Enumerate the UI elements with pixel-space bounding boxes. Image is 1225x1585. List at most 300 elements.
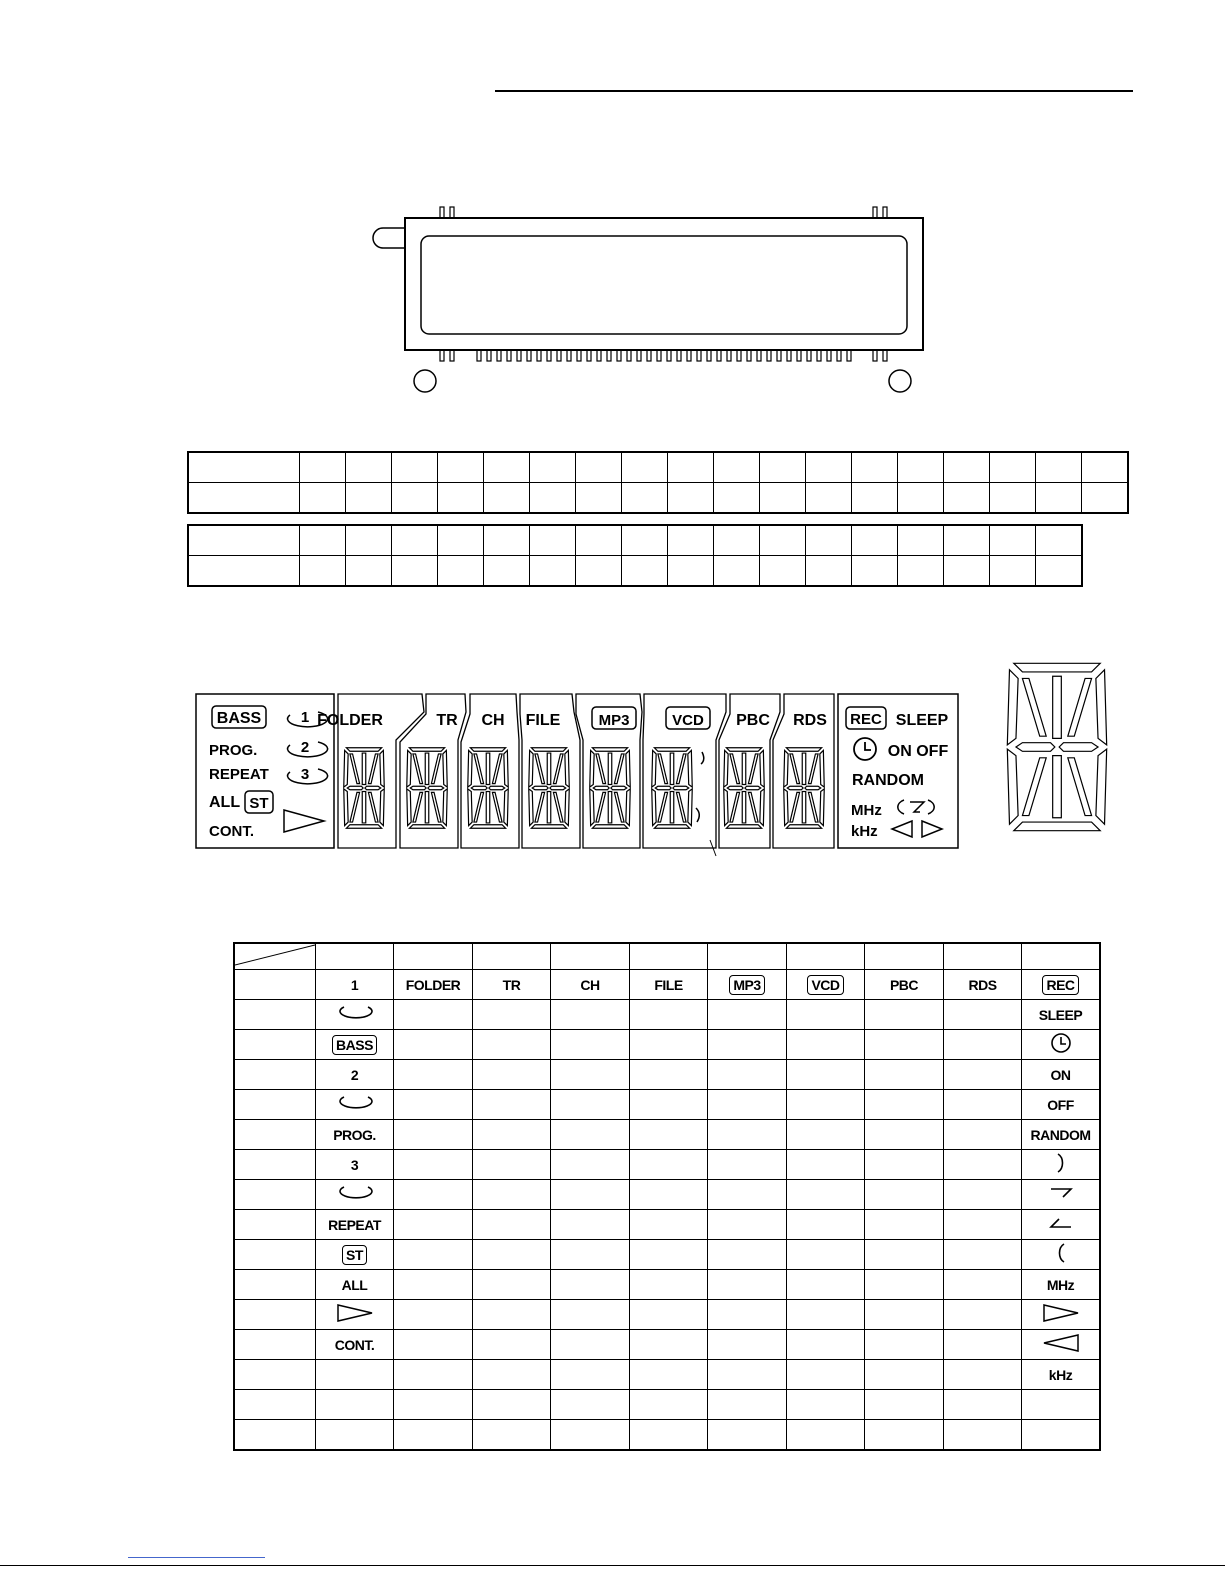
segment-cell	[944, 1330, 1022, 1360]
digit-segment	[1014, 663, 1100, 672]
clock-icon	[1050, 1032, 1072, 1054]
lcd-pin	[787, 350, 791, 361]
pin-cell	[622, 556, 668, 587]
digit-segment	[344, 750, 348, 787]
lcd-pin	[617, 350, 621, 361]
lcd-rds-label: RDS	[793, 712, 827, 729]
row-header-cell	[234, 1000, 316, 1030]
footer-link-underline	[128, 1557, 265, 1558]
pin-cell	[346, 556, 392, 587]
segment-cell	[316, 1270, 394, 1300]
pin-cell	[530, 452, 576, 483]
digit-segment	[592, 825, 627, 829]
pin-cell	[530, 483, 576, 514]
lcd-pin	[757, 350, 761, 361]
pin-cell	[852, 483, 898, 514]
circle-3-icon	[288, 766, 328, 784]
triangle-right-icon	[1041, 1303, 1081, 1323]
pin-cell	[990, 483, 1036, 514]
segment-cell	[473, 1390, 551, 1420]
segment-cell	[865, 1360, 944, 1390]
segment-cell	[630, 1120, 708, 1150]
segment-cell	[394, 1030, 473, 1060]
digit-segment	[592, 748, 627, 752]
lcd-pin	[607, 350, 611, 361]
lcd-pin	[507, 350, 511, 361]
segment-cell	[473, 1240, 551, 1270]
digit-segment	[471, 786, 487, 790]
digit-segment	[1053, 676, 1062, 738]
lcd-pin	[707, 350, 711, 361]
lcd-pin	[527, 350, 531, 361]
pin-row-header	[188, 452, 300, 483]
segment-cell	[708, 1120, 787, 1150]
digit-segment	[362, 792, 366, 823]
pin-table-2	[187, 524, 1083, 587]
lcd-all-label: ALL	[209, 794, 241, 811]
segment-cell	[394, 1240, 473, 1270]
segment-cell	[787, 1000, 865, 1030]
segment-cell	[708, 1030, 787, 1060]
pin-row-header	[188, 483, 300, 514]
segment-cell	[630, 1030, 708, 1060]
segment-cell	[1022, 1180, 1101, 1210]
row-header-cell	[234, 1180, 316, 1210]
digit-segment	[802, 753, 806, 784]
row-header-cell	[234, 1360, 316, 1390]
circle-2-icon	[288, 739, 328, 757]
segment-cell	[865, 1000, 944, 1030]
segment-cell	[551, 1390, 630, 1420]
segment-cell	[944, 1240, 1022, 1270]
lcd-pbc-label: PBC	[736, 712, 770, 729]
segment-cell	[394, 1060, 473, 1090]
segment-cell	[865, 1180, 944, 1210]
segment-cell	[394, 1300, 473, 1330]
digit-segment	[673, 786, 689, 790]
pin-cell	[806, 483, 852, 514]
segment-cell	[1022, 1030, 1101, 1060]
segment-cell	[787, 1390, 865, 1420]
pin-cell	[806, 452, 852, 483]
digit-segment	[350, 754, 360, 784]
digit-segment	[486, 792, 490, 823]
digit-segment	[787, 786, 803, 790]
digit-segment	[820, 789, 824, 826]
digit-segment	[504, 789, 508, 826]
lcd-pin	[717, 350, 721, 361]
segment-cell	[630, 1180, 708, 1210]
segment-cell	[394, 1360, 473, 1390]
segment-cell	[944, 1150, 1022, 1180]
segment-label: PROG.	[333, 1126, 376, 1143]
segment-cell	[473, 1030, 551, 1060]
digit-segment	[413, 792, 423, 822]
segment-label: 1	[350, 976, 359, 993]
pin-cell	[576, 452, 622, 483]
segment-cell	[316, 1000, 394, 1030]
row-header-cell	[234, 970, 316, 1000]
pin-cell	[1082, 483, 1129, 514]
digit-segment	[790, 754, 800, 784]
segment-cell	[865, 1090, 944, 1120]
segment-cell	[865, 1270, 944, 1300]
segment-cell	[473, 1210, 551, 1240]
play-triangle-icon	[284, 810, 324, 832]
digit-segment	[492, 754, 502, 784]
segment-cell	[473, 1360, 551, 1390]
arrow-lower-icon	[1049, 1216, 1073, 1230]
lcd-pin	[547, 350, 551, 361]
lcd-pin	[497, 350, 501, 361]
digit-segment	[727, 786, 743, 790]
segment-label: kHz	[1048, 1366, 1073, 1383]
segment-cell	[787, 1360, 865, 1390]
digit-segment	[529, 750, 533, 787]
segment-cell	[630, 1240, 708, 1270]
svg-text:1: 1	[300, 709, 310, 726]
pin-cell	[438, 556, 484, 587]
segment-cell	[394, 970, 473, 1000]
lcd-random-label: RANDOM	[852, 772, 924, 789]
segment-cell	[316, 1420, 394, 1451]
segment-cell	[316, 970, 394, 1000]
clock-icon	[854, 738, 876, 760]
segment-label: FOLDER	[405, 976, 461, 993]
segment-cell	[1022, 1270, 1101, 1300]
pin-cell	[622, 452, 668, 483]
segment-cell	[394, 1000, 473, 1030]
pin-cell	[300, 483, 346, 514]
digit-segment	[724, 750, 728, 787]
digit-segment	[365, 786, 381, 790]
segment-cell	[630, 1390, 708, 1420]
digit-segment	[1022, 678, 1046, 736]
segment-label: 2	[350, 1066, 359, 1083]
digit-segment	[742, 753, 746, 784]
segment-cell	[551, 1360, 630, 1390]
pin-cell	[990, 452, 1036, 483]
column-header-cell	[630, 943, 708, 970]
digit-segment	[658, 754, 668, 784]
row-header-cell	[234, 1210, 316, 1240]
digit-segment	[805, 786, 821, 790]
svg-text:2: 2	[300, 739, 310, 756]
segment-cell	[316, 1210, 394, 1240]
digit-segment	[808, 754, 818, 784]
digit-segment	[688, 750, 692, 787]
digit-segment	[1007, 749, 1018, 824]
lcd-st-label: ST	[249, 795, 269, 812]
digit-segment	[652, 789, 656, 826]
segment-cell	[394, 1390, 473, 1420]
digit-segment	[468, 750, 472, 787]
arrow-upper-icon	[1049, 1186, 1073, 1200]
lcd-pin	[687, 350, 691, 361]
lcd-sleep-label: SLEEP	[895, 712, 949, 729]
segment-cell	[787, 1210, 865, 1240]
pin-cell	[806, 525, 852, 556]
segment-cell	[316, 1150, 394, 1180]
column-header-cell	[473, 943, 551, 970]
lcd-ch-label: CH	[481, 712, 505, 729]
lcd-pin	[847, 350, 851, 361]
segment-label: RDS	[968, 976, 997, 993]
segment-cell	[1022, 1360, 1101, 1390]
digit-segment	[443, 750, 447, 787]
digit-segment	[553, 792, 563, 822]
digit-segment	[407, 750, 411, 787]
segment-cell	[473, 1000, 551, 1030]
segment-cell	[944, 970, 1022, 1000]
segment-cell	[708, 1150, 787, 1180]
column-header-cell	[551, 943, 630, 970]
pin-cell	[622, 483, 668, 514]
segment-cell	[708, 1330, 787, 1360]
digit-segment	[802, 792, 806, 823]
digit-segment	[760, 789, 764, 826]
segment-cell	[1022, 970, 1101, 1000]
segment-label: 3	[350, 1156, 359, 1173]
segment-cell	[944, 1060, 1022, 1090]
lcd-file-label: FILE	[525, 712, 561, 729]
segment-cell	[473, 1270, 551, 1300]
segment-cell	[787, 1150, 865, 1180]
segment-cell	[944, 1210, 1022, 1240]
digit-segment	[380, 789, 384, 826]
lcd-pin	[837, 350, 841, 361]
lcd-pin	[627, 350, 631, 361]
digit-segment	[670, 792, 674, 823]
digit-segment	[614, 754, 624, 784]
column-header-cell	[394, 943, 473, 970]
pin-cell	[668, 525, 714, 556]
digit-segment	[808, 792, 818, 822]
lcd-pin	[667, 350, 671, 361]
segment-cell	[865, 1390, 944, 1420]
lcd-digit	[529, 748, 569, 828]
pin-cell	[852, 452, 898, 483]
segment-cell	[1022, 1060, 1101, 1090]
pin-cell	[760, 483, 806, 514]
digit-segment	[608, 753, 612, 784]
segment-cell	[473, 1330, 551, 1360]
digit-segment	[655, 786, 671, 790]
digit-segment	[368, 754, 378, 784]
segment-cell	[551, 1060, 630, 1090]
segment-cell	[551, 1180, 630, 1210]
column-header-cell	[944, 943, 1022, 970]
segment-cell	[708, 1270, 787, 1300]
segment-cell	[630, 1150, 708, 1180]
digit-segment	[431, 792, 441, 822]
segment-label: PBC	[889, 976, 919, 993]
segment-cell	[551, 1210, 630, 1240]
segment-cell	[551, 1240, 630, 1270]
segment-cell	[473, 1060, 551, 1090]
lcd-pin	[517, 350, 521, 361]
segment-cell	[316, 1030, 394, 1060]
row-header-cell	[234, 1030, 316, 1060]
pin-cell	[852, 525, 898, 556]
pin-cell	[300, 452, 346, 483]
segment-cell	[630, 1000, 708, 1030]
lcd-pin	[637, 350, 641, 361]
column-header-cell	[316, 943, 394, 970]
triangle-right-icon	[335, 1303, 375, 1323]
digit-segment	[786, 825, 821, 829]
pin-cell	[668, 556, 714, 587]
lcd-pin	[567, 350, 571, 361]
segment-label: TR	[502, 976, 521, 993]
lcd-pin	[797, 350, 801, 361]
digit-segment	[362, 753, 366, 784]
segment-cell	[787, 1030, 865, 1060]
lcd-pin	[807, 350, 811, 361]
pin-cell	[300, 556, 346, 587]
lcd-folder-label: FOLDER	[317, 712, 383, 729]
pin-cell	[714, 525, 760, 556]
paren-right-icon	[1054, 1152, 1068, 1174]
segment-cell	[316, 1090, 394, 1120]
pin-cell	[944, 452, 990, 483]
segment-cell	[708, 1360, 787, 1390]
digit-segment	[654, 748, 689, 752]
pin-cell	[484, 525, 530, 556]
pin-cell	[576, 556, 622, 587]
lcd-pin	[827, 350, 831, 361]
arc-icon	[334, 1094, 376, 1112]
pin-cell	[944, 556, 990, 587]
segment-cell	[708, 1300, 787, 1330]
lcd-mp3-label: MP3	[598, 712, 630, 729]
segment-cell	[630, 1420, 708, 1451]
digit-segment	[1014, 822, 1100, 831]
pin-cell	[944, 483, 990, 514]
pin-cell	[346, 525, 392, 556]
lcd-pin	[817, 350, 821, 361]
segment-cell	[944, 1030, 1022, 1060]
segment-cell	[787, 1090, 865, 1120]
digit-segment	[726, 748, 761, 752]
digit-segment	[688, 789, 692, 826]
digit-segment	[535, 754, 545, 784]
segment-cell	[551, 1090, 630, 1120]
segment-cell	[787, 1060, 865, 1090]
segment-label: VCD	[807, 975, 843, 995]
segment-cell	[473, 1180, 551, 1210]
segment-cell	[865, 1210, 944, 1240]
digit-segment	[654, 825, 689, 829]
digit-segment	[346, 748, 381, 752]
digit-segment	[760, 750, 764, 787]
segment-cell	[551, 1000, 630, 1030]
digit-segment	[565, 789, 569, 826]
digit-segment	[504, 750, 508, 787]
digit-segment	[532, 786, 548, 790]
lcd-pin	[777, 350, 781, 361]
segment-cell	[630, 1060, 708, 1090]
digit-segment	[409, 748, 444, 752]
segment-cell	[787, 1330, 865, 1360]
lcd-digit	[407, 748, 447, 828]
lcd-pin	[450, 350, 454, 361]
segment-cell	[316, 1300, 394, 1330]
segment-cell	[1022, 1330, 1101, 1360]
corner-cell	[234, 943, 316, 970]
digit-segment	[380, 750, 384, 787]
segment-cell	[787, 1420, 865, 1451]
digit-segment	[410, 786, 426, 790]
pin-cell	[944, 525, 990, 556]
digit-segment	[742, 792, 746, 823]
digit-segment	[784, 789, 788, 826]
pin-cell	[898, 483, 944, 514]
segment-cell	[394, 1180, 473, 1210]
lcd-pin	[677, 350, 681, 361]
lcd-pin	[440, 350, 444, 361]
digit-segment	[608, 792, 612, 823]
lcd-pin	[487, 350, 491, 361]
pin-cell	[714, 452, 760, 483]
digit-segment	[784, 750, 788, 787]
digit-segment	[590, 789, 594, 826]
segment-cell	[944, 1000, 1022, 1030]
segment-cell	[944, 1390, 1022, 1420]
segment-cell	[394, 1150, 473, 1180]
header-rule	[495, 90, 1133, 92]
segment-cell	[944, 1270, 1022, 1300]
segment-cell	[551, 1150, 630, 1180]
digit-segment	[730, 754, 740, 784]
segment-cell	[944, 1120, 1022, 1150]
segment-cell	[316, 1360, 394, 1390]
pin-cell	[576, 483, 622, 514]
segment-cell	[473, 1090, 551, 1120]
pin-cell	[898, 556, 944, 587]
digit-segment	[726, 825, 761, 829]
segment-cell	[394, 1270, 473, 1300]
pin-cell	[1036, 556, 1083, 587]
segment-cell	[708, 1060, 787, 1090]
segment-cell	[316, 1390, 394, 1420]
pin-cell	[990, 525, 1036, 556]
segment-cell	[944, 1090, 1022, 1120]
digit-segment	[489, 786, 505, 790]
segment-cell	[1022, 1240, 1101, 1270]
digit-segment	[1068, 678, 1092, 736]
lcd-pin	[657, 350, 661, 361]
segment-cell	[630, 1330, 708, 1360]
pin-cell	[1036, 452, 1082, 483]
digit-segment	[676, 754, 686, 784]
lcd-pin	[697, 350, 701, 361]
segment-cell	[865, 1060, 944, 1090]
segment-label: REPEAT	[328, 1216, 381, 1233]
segment-cell	[865, 1240, 944, 1270]
segment-cell	[1022, 1420, 1101, 1451]
digit-segment	[820, 750, 824, 787]
segment-assignment-table	[233, 942, 1101, 1451]
digit-segment	[470, 825, 505, 829]
lcd-digit	[590, 748, 630, 828]
digit-segment	[1059, 743, 1098, 752]
segment-cell	[865, 1300, 944, 1330]
segment-cell	[630, 1360, 708, 1390]
lcd-cont-label: CONT.	[209, 823, 254, 840]
lcd-pin	[737, 350, 741, 361]
row-header-cell	[234, 1060, 316, 1090]
